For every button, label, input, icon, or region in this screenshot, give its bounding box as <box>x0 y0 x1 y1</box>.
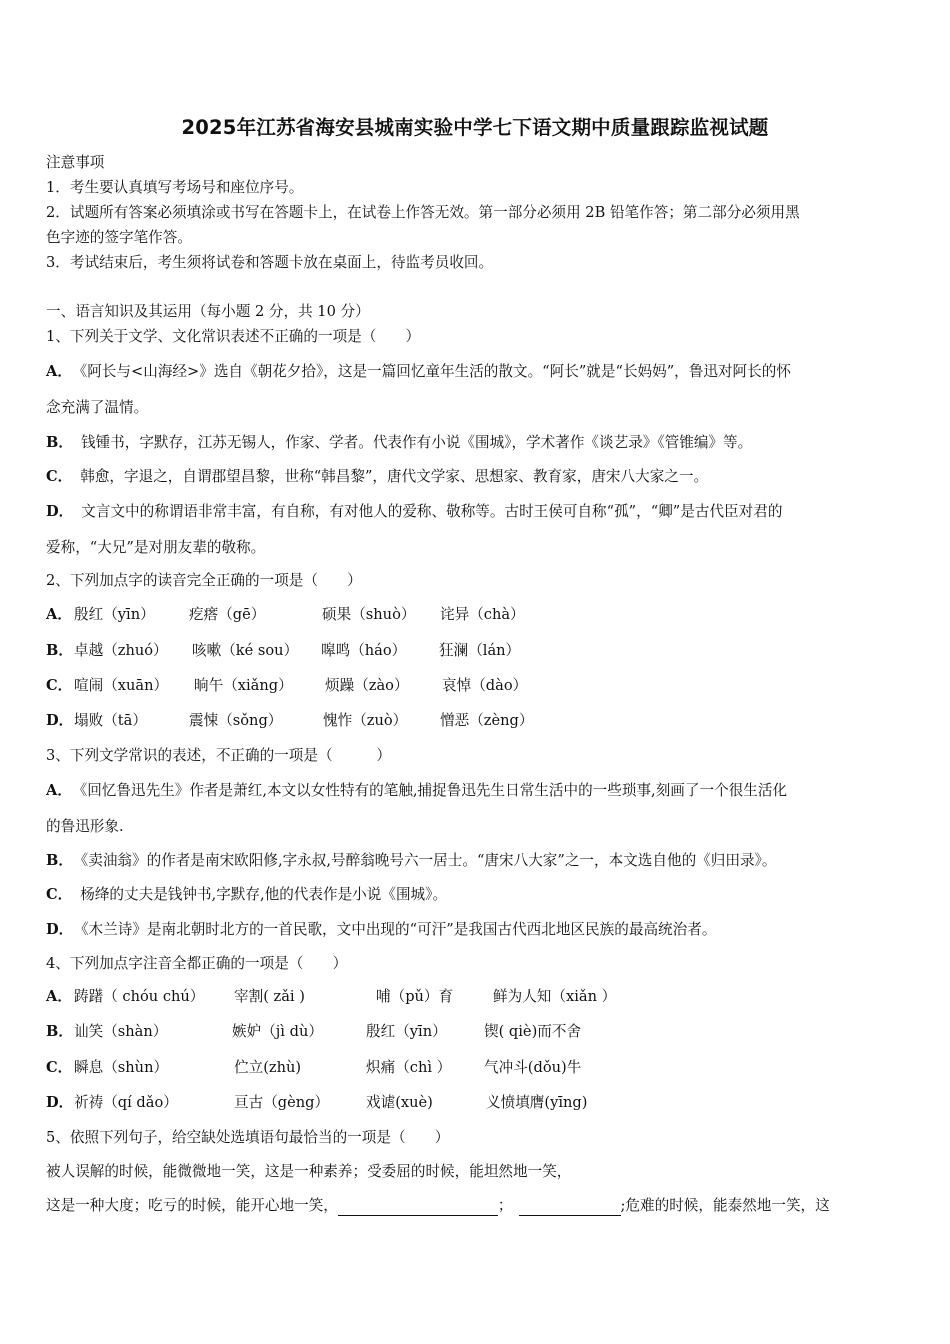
option-label: C． <box>46 1059 73 1076</box>
q1-option-a <box>46 362 908 382</box>
notice-1: 1．考生要认真填写考场号和座位序号。 <box>46 179 304 196</box>
q2-d-item: 憎恶（zèng） <box>440 712 534 729</box>
q3-option-a-cont: 的鲁迅形象. <box>46 818 124 835</box>
q3-option-a-text: 《回忆鲁迅先生》作者是萧红,本文以女性特有的笔触,捕捉鲁迅先生日常生活中的一些琐事,刻画了一个很生活化 <box>79 782 788 799</box>
q2-c-item: 哀悼（dào） <box>442 677 528 694</box>
q4-a-item: 宰割( zǎi ) <box>234 988 305 1005</box>
q4-c-item: 瞬息（shùn） <box>74 1059 169 1076</box>
q2-stem: 2、下列加点字的读音完全正确的一项是（ ） <box>46 572 362 589</box>
q3-stem: 3、下列文学常识的表述，不正确的一项是（ ） <box>46 747 391 764</box>
option-label: B． <box>46 1023 73 1040</box>
q5-stem: 5、依照下列句子，给空缺处选填语句最恰当的一项是（ ） <box>46 1129 450 1146</box>
option-label: A． <box>46 988 72 1005</box>
q4-b-item: 讪笑（shàn） <box>74 1023 168 1040</box>
q4-a-item: 踌躇（ chóu chú） <box>74 988 205 1005</box>
page-title: 2025年江苏省海安县城南实验中学七下语文期中质量跟踪监视试题 <box>181 116 769 139</box>
q2-d-item: 塌败（tā） <box>74 712 147 729</box>
q4-d-item: 戏谑(xuè) <box>366 1094 433 1111</box>
q3-option-b <box>46 851 908 871</box>
option-label: A． <box>46 363 72 380</box>
q1-option-a-cont: 念充满了温情。 <box>46 399 149 416</box>
q3-option-d-text: 《木兰诗》是南北朝时北方的一首民歌，文中出现的“可汗”是我国古代西北地区民族的最高统治者。 <box>81 921 717 938</box>
option-label: C． <box>46 677 73 694</box>
q1-option-c-text: 韩愈，字退之，自谓郡望昌黎，世称“韩昌黎”，唐代文学家、思想家、教育家，唐宋八大家之一。 <box>80 468 709 485</box>
notice-heading: 注意事项 <box>46 154 105 171</box>
q1-option-b-text: 钱锺书，字默存，江苏无锡人，作家、学者。代表作有小说《围城》，学术著作《谈艺录》《管锥编》等。 <box>80 434 753 451</box>
q2-d-item: 愧怍（zuò） <box>323 712 408 729</box>
q5-line-2 <box>46 1196 908 1216</box>
q4-stem: 4、下列加点字注音全都正确的一项是（ ） <box>46 955 348 972</box>
q3-option-d <box>46 920 908 940</box>
q3-option-c-text: 杨绛的丈夫是钱钟书,字默存,他的代表作是小说《围城》。 <box>80 886 448 903</box>
q2-d-item: 震悚（sǒng） <box>189 712 283 729</box>
q3-option-a <box>46 781 908 801</box>
q4-c-item: 伫立(zhù) <box>234 1059 302 1076</box>
q4-b-item: 锲( qiè)而不舍 <box>484 1023 582 1040</box>
option-label: D． <box>46 1094 74 1111</box>
answer-blank-2[interactable] <box>519 1199 621 1216</box>
q4-d-item: 亘古（gèng） <box>234 1094 330 1111</box>
option-label: C． <box>46 886 73 903</box>
q4-d-item: 祈祷（qí dǎo） <box>74 1094 178 1111</box>
option-label: B． <box>46 642 73 659</box>
q2-a-item: 诧异（chà） <box>440 606 525 623</box>
option-label: D． <box>46 921 74 938</box>
q2-a-item: 疙瘩（gē） <box>189 606 266 623</box>
q1-option-d-cont: 爱称，“大兄”是对朋友辈的敬称。 <box>46 539 266 556</box>
option-label: D． <box>46 712 74 729</box>
q5-line-1: 被人误解的时候，能微微地一笑，这是一种素养；受委屈的时候，能坦然地一笑， <box>46 1163 572 1180</box>
option-label: C． <box>46 468 73 485</box>
q2-c-item: 烦躁（zào） <box>325 677 409 694</box>
answer-blank-1[interactable] <box>338 1199 498 1216</box>
q1-option-c <box>46 467 908 487</box>
q2-a-item: 殷红（yīn） <box>74 606 155 623</box>
option-label: A． <box>46 606 72 623</box>
q1-option-d-text: 文言文中的称谓语非常丰富，有自称，有对他人的爱称、敬称等。古时王侯可自称“孤”，“卿”是古代臣对君的 <box>81 503 783 520</box>
option-label: B． <box>46 852 73 869</box>
q4-c-item: 气冲斗(dǒu)牛 <box>484 1059 582 1076</box>
q1-option-b <box>46 433 908 453</box>
q2-b-item: 嗥鸣（háo） <box>321 642 407 659</box>
q2-a-item: 硕果（shuò） <box>322 606 416 623</box>
q5-line-2-tail: ;危难的时候，能泰然地一笑，这 <box>620 1197 830 1214</box>
option-label: B． <box>46 434 73 451</box>
q3-option-b-text: 《卖油翁》的作者是南宋欧阳修,字永叔,号醉翁晚号六一居士。“唐宋八大家”之一，本文选自他的《归田录》。 <box>80 852 777 869</box>
q2-c-item: 晌午（xiǎng） <box>194 677 293 694</box>
q1-option-d <box>46 502 908 522</box>
q5-line-2-text: 这是一种大度；吃亏的时候，能开心地一笑， <box>46 1197 338 1214</box>
q4-b-item: 殷红（yīn） <box>366 1023 447 1040</box>
q4-d-item: 义愤填膺(yīng) <box>486 1094 588 1111</box>
q4-c-item: 炽痛（chì ） <box>366 1059 452 1076</box>
option-label: D． <box>46 503 74 520</box>
section-1-heading: 一、语言知识及其运用（每小题 2 分，共 10 分） <box>46 303 370 320</box>
notice-3: 3．考试结束后，考生须将试卷和答题卡放在桌面上，待监考员收回。 <box>46 254 494 271</box>
notice-2: 2．试题所有答案必须填涂或书写在答题卡上，在试卷上作答无效。第一部分必须用 2B 铅笔作答；第二部分必须用黑 <box>46 204 800 221</box>
q1-option-a-text: 《阿长与<山海经>》选自《朝花夕拾》，这是一篇回忆童年生活的散文。“阿长”就是“长妈妈”，鲁迅对阿长的怀 <box>79 363 791 380</box>
option-label: A． <box>46 782 72 799</box>
q2-b-item: 咳嗽（ké sou） <box>192 642 299 659</box>
q5-line-2-sep: ； <box>497 1197 513 1214</box>
q4-b-item: 嫉妒（jì dù） <box>232 1023 323 1040</box>
q2-b-item: 狂澜（lán） <box>439 642 521 659</box>
q2-b-item: 卓越（zhuó） <box>74 642 168 659</box>
q2-c-item: 喧闹（xuān） <box>74 677 169 694</box>
q3-option-c <box>46 885 908 905</box>
q4-a-item: 哺（pǔ）育 <box>376 988 454 1005</box>
q4-a-item: 鲜为人知（xiǎn ） <box>493 988 617 1005</box>
notice-2-cont: 色字迹的签字笔作答。 <box>46 229 192 246</box>
q1-stem: 1、下列关于文学、文化常识表述不正确的一项是（ ） <box>46 328 421 345</box>
